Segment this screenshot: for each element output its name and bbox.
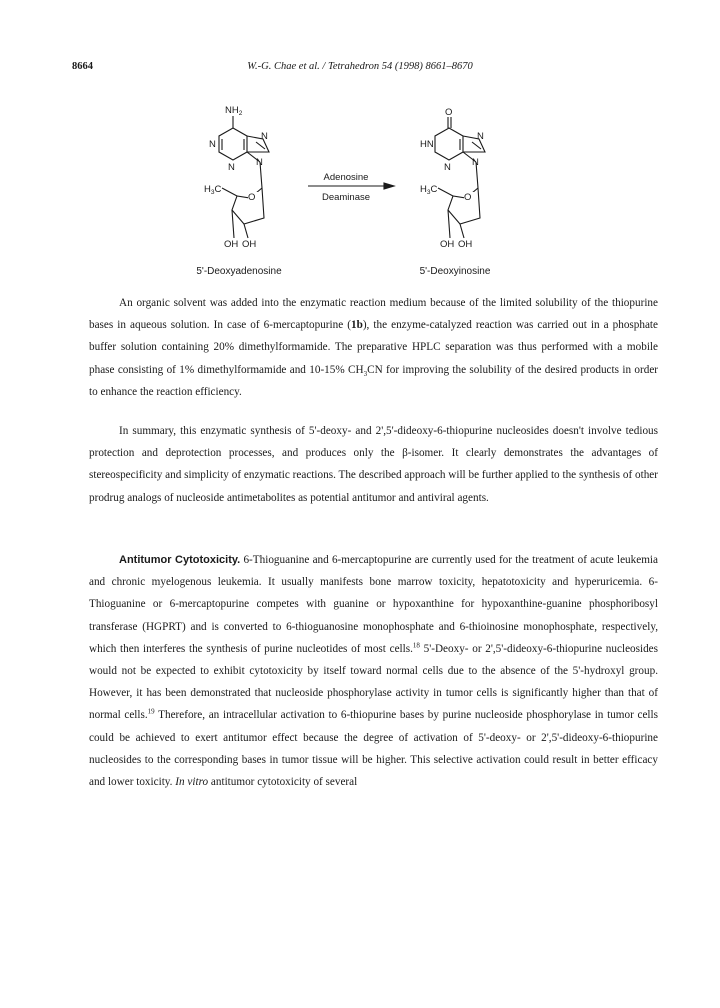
paragraph-solvent: An organic solvent was added into the enzymatic reaction medium because of the limited solubility of the thiopurine bases in aqueous solution. In case of 6-mercaptopurine (1b), the enzyme-catalyzed reaction was carried out in a phosphate buffer solution containing 20% dimethylformamide. The preparative HPLC separation was thus performed with a mobile phase consisting of 1% dimethylformamide and 10-15% $CH_3CN$ for improving the solubility of the desired products in order to enhance the reaction efficiency. (89, 297, 659, 398)
section-heading: Antitumor Cytotoxicity. (119, 554, 241, 566)
product-n3-label: N (444, 162, 451, 173)
reactant-name: 5'-Deoxyadenosine (196, 266, 282, 277)
reference-19: 19 (147, 707, 155, 716)
product-n1-label: HN (420, 139, 434, 150)
product-n7-label: N (477, 131, 484, 142)
page-number: 8664 (72, 61, 93, 72)
product-oxo-label: O (445, 107, 453, 118)
reactant-n7-label: N (261, 131, 268, 142)
running-header: W.-G. Chae et al. / Tetrahedron 54 (1998) 8661–8670 (247, 61, 473, 72)
enzyme-name-line1: Adenosine (323, 172, 369, 183)
product-2-oh: OH (440, 239, 455, 250)
reaction-scheme (0, 95, 720, 285)
reactant-3-oh: OH (242, 239, 257, 250)
paragraph-summary: In summary, this enzymatic synthesis of 5'-deoxy- and 2',5'-dideoxy-6-thiopurine nucleosides doesn't involve tedious protection and deprotection processes, and produces only the β-isomer. It clearly demonstrates the advantages of stereospecificity and simplicity of enzymatic reactions. The described approach will be further applied to the synthesis of other prodrug analogs of nucleoside antimetabolites as potential antitumor and antiviral agents. (89, 425, 658, 504)
reactant-nh2-label: $NH_2$ (225, 105, 243, 117)
reactant-ring-oxygen: O (248, 192, 256, 203)
product-methyl-label: $H_3C$ (420, 184, 438, 196)
product-n9-label: N (472, 157, 479, 168)
reactant-n9-label: N (256, 157, 263, 168)
compound-label: 1b (350, 319, 363, 332)
reference-18: 18 (412, 641, 420, 650)
product-name: 5'-Deoxyinosine (419, 266, 491, 277)
reactant-n3-label: N (228, 162, 235, 173)
reactant-n1-label: N (209, 139, 216, 150)
reactant-2-oh: OH (224, 239, 239, 250)
reactant-methyl-label: $H_3C$ (204, 184, 222, 196)
paragraph-antitumor: Antitumor Cytotoxicity. 6-Thioguanine and 6-mercaptopurine are currently used for the treatment of acute leukemia and chronic myelogenous leukemia. It usually manifests bone marrow toxicity, hepatotoxicity and hyperuricemia. 6-Thioguanine or 6-mercaptopurine competes with guanine or hypoxanthine for hypoxanthine-guanine phosphoribosyl transferase (HGPRT) and is converted to 6-thioguanosine monophosphate and 6-thioinosine monophosphate, respectively, which then interferes the synthesis of purine nucleotides of most cells.$^{18}$ 5'-Deoxy- or 2',5'-dideoxy-6-thiopurine nucleosides would not be expected to exhibit cytotoxicity by itself toward normal cells due to the absence of the 5'-hydroxyl group. However, it has been demonstrated that nucleoside phosphorylase activity in tumor cells is significantly higher than that of normal cells.$^{19}$ Therefore, an intracellular activation to 6-thiopurine bases by purine nucleoside phosphorylase in tumor cells could be achieved to exert antitumor effect because the degree of activation of 5'-deoxy- or 2',5'-dideoxy-6-thiopurine nucleosides to the corresponding bases in tumor tissue will be higher. This selective activation could result in better efficacy and lower toxicity. In vitro antitumor cytotoxicity of several (89, 554, 658, 789)
enzyme-name-line2: Deaminase (321, 192, 371, 203)
product-3-oh: OH (458, 239, 473, 250)
product-ring-oxygen: O (464, 192, 472, 203)
